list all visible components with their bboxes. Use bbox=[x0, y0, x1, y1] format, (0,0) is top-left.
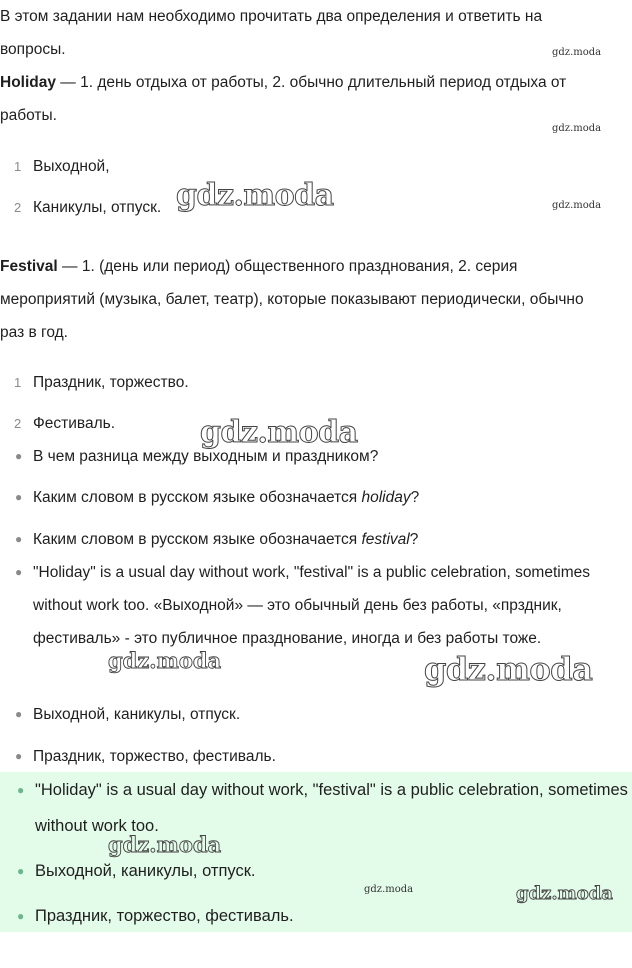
watermark: gdz.moda bbox=[364, 884, 414, 895]
bullet-text: Каким словом в русском языке обозначается festival? bbox=[33, 531, 419, 548]
answer-text: "Holiday" is a usual day without work, "festival" is a public celebration, sometimes without work too. bbox=[35, 781, 628, 835]
watermark: gdz.moda bbox=[516, 883, 613, 904]
watermark: gdz.moda bbox=[200, 415, 358, 450]
bullet-icon: ● bbox=[15, 565, 23, 579]
bullet-icon: ● bbox=[15, 490, 23, 504]
list-item-text: Фестиваль. bbox=[33, 415, 116, 432]
bullet-icon: ● bbox=[15, 707, 23, 721]
holiday-definition-text: — 1. день отдыха от работы, 2. обычно длительный период отдыха от работы. bbox=[0, 74, 567, 124]
festival-definition-text: — 1. (день или период) общественного празднования, 2. серия мероприятий (музыка, балет, театр), которые показывают периодически, обычно раз в год. bbox=[0, 258, 584, 341]
bullet-icon: ● bbox=[15, 449, 23, 463]
answer-text: Выходной, каникулы, отпуск. bbox=[35, 862, 256, 880]
bullet-icon: ● bbox=[17, 864, 25, 878]
italic-word: holiday bbox=[361, 489, 411, 506]
watermark: gdz.moda bbox=[552, 123, 602, 134]
watermark: gdz.moda bbox=[176, 178, 334, 213]
list-number: 2 bbox=[14, 416, 22, 431]
bullet-icon: ● bbox=[15, 532, 23, 546]
intro-text: В этом задании нам необходимо прочитать два определения и ответить на вопросы. bbox=[0, 8, 543, 58]
list-item-text: Праздник, торжество. bbox=[33, 374, 189, 391]
bullet-text: "Holiday" is a usual day without work, "festival" is a public celebration, sometimes without work too. «Выходной» — это обычный день без работы, «прздник, фестиваль» - это публичное празднование, иногда и без работы тоже. bbox=[33, 564, 591, 647]
intro-paragraph bbox=[0, 0, 605, 66]
bullet-text: Праздник, торжество, фестиваль. bbox=[33, 748, 276, 765]
bullet-icon: ● bbox=[17, 909, 25, 923]
bullet-icon: ● bbox=[17, 783, 25, 797]
list-number: 1 bbox=[14, 159, 22, 174]
bullet-text: В чем разница между выходным и праздником? bbox=[33, 448, 379, 465]
bullet-text: Выходной, каникулы, отпуск. bbox=[33, 706, 241, 723]
watermark: gdz.moda bbox=[424, 650, 593, 688]
holiday-term: Holiday bbox=[0, 74, 56, 91]
holiday-definition bbox=[0, 66, 605, 132]
bullet-icon: ● bbox=[15, 749, 23, 763]
watermark: gdz.moda bbox=[552, 200, 602, 211]
italic-word: festival bbox=[361, 531, 410, 548]
festival-term: Festival bbox=[0, 258, 58, 275]
watermark: gdz.moda bbox=[552, 47, 602, 58]
bullet-text: Каким словом в русском языке обозначается holiday? bbox=[33, 489, 420, 506]
watermark: gdz.moda bbox=[108, 648, 222, 673]
list-number: 2 bbox=[14, 200, 22, 215]
list-item-text: Выходной, bbox=[33, 158, 110, 175]
list-item-text: Каникулы, отпуск. bbox=[33, 199, 162, 216]
watermark: gdz.moda bbox=[108, 832, 222, 857]
answer-text: Праздник, торжество, фестиваль. bbox=[35, 907, 294, 925]
festival-definition bbox=[0, 250, 605, 349]
list-number: 1 bbox=[14, 375, 22, 390]
